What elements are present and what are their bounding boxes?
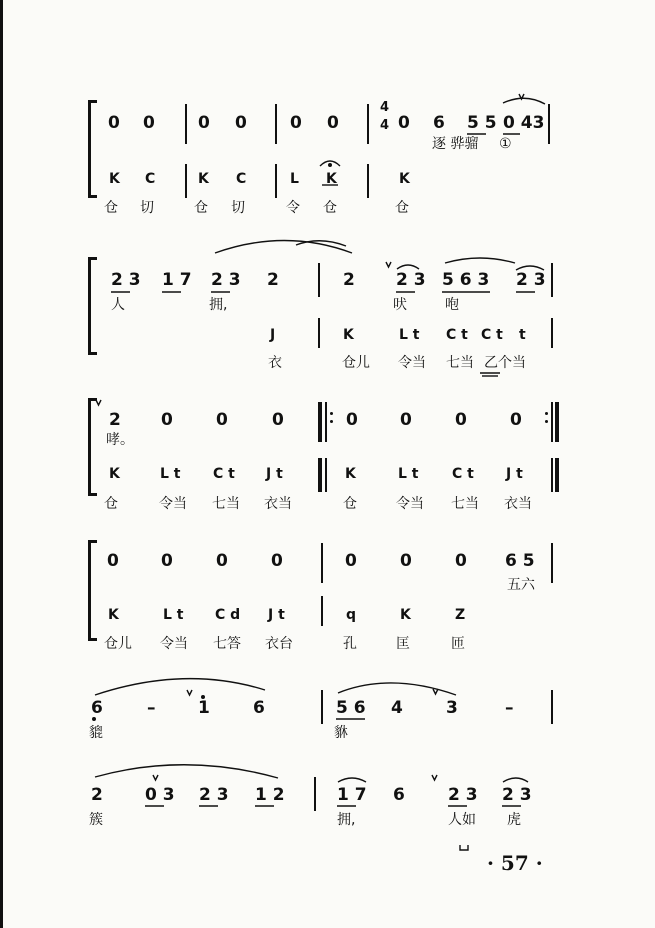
note: 2 3 (396, 270, 426, 290)
note: 6 (393, 785, 405, 805)
syllable: 仓儿 (342, 355, 370, 371)
perc-symbol: J t (268, 607, 285, 623)
time-signature-bottom: 4 (380, 118, 390, 133)
note: 4 (391, 698, 403, 718)
note: 0 (400, 410, 412, 430)
perc-symbol: C t (481, 327, 503, 343)
syllable: 令当 (398, 355, 426, 371)
lyric: 拥, (337, 812, 356, 828)
syllable: 仓 (323, 200, 337, 216)
lyric: 吠 (393, 297, 407, 313)
perc-symbol: J t (266, 466, 283, 482)
note: 2 3 (448, 785, 478, 805)
note: 0 (107, 551, 119, 571)
syllable: 令当 (396, 496, 424, 512)
syllable: 七当 (451, 496, 479, 512)
syllable: 匝 (451, 636, 465, 652)
note: 1 7 (337, 785, 367, 805)
note: 0 (327, 113, 339, 133)
perc-symbol: J (270, 327, 276, 343)
perc-symbol: K (400, 607, 411, 623)
syllable: 七答 (213, 636, 241, 652)
note: 0 (346, 410, 358, 430)
perc-symbol: K (109, 466, 120, 482)
syllable: 仓 (395, 200, 409, 216)
lyric: 咆 (445, 297, 459, 313)
page-number: · 57 · (487, 851, 543, 875)
note: 0 (272, 410, 284, 430)
syllable: 匡 (396, 636, 410, 652)
note: 6 (433, 113, 445, 133)
syllable: 仓儿 (104, 636, 132, 652)
note: 1 2 (255, 785, 285, 805)
syllable: 令 (286, 200, 300, 216)
note: – (147, 698, 156, 718)
syllable: 衣当 (504, 496, 532, 512)
note: 1 (198, 698, 210, 718)
perc-symbol: L t (163, 607, 184, 623)
syllable: 仓 (104, 496, 118, 512)
syllable: 衣台 (265, 636, 293, 652)
perc-symbol: K (109, 171, 120, 187)
footnote-mark: ① (499, 136, 512, 152)
note: 0 (345, 551, 357, 571)
perc-symbol: K (108, 607, 119, 623)
perc-symbol: C (145, 171, 156, 187)
perc-symbol: L (290, 171, 299, 187)
perc-symbol: L t (160, 466, 181, 482)
syllable: 切 (231, 200, 245, 216)
syllable: 仓 (194, 200, 208, 216)
note: 0 (161, 551, 173, 571)
note: 2 (267, 270, 279, 290)
note: 0 43 (503, 113, 545, 133)
note: 0 (455, 551, 467, 571)
note: 0 (143, 113, 155, 133)
syllable: 衣当 (264, 496, 292, 512)
lyric: 哮。 (106, 432, 134, 448)
note: 3 (446, 698, 458, 718)
note: 0 (510, 410, 522, 430)
note: 2 (343, 270, 355, 290)
lyric: 五六 (507, 577, 535, 593)
note: 5 6 3 (442, 270, 490, 290)
perc-symbol: K (326, 171, 337, 187)
note: 2 (109, 410, 121, 430)
perc-symbol: K (345, 466, 356, 482)
note: 5 5 (467, 113, 497, 133)
perc-symbol: K (343, 327, 354, 343)
perc-symbol: Z (455, 607, 466, 623)
note: 6 (253, 698, 265, 718)
perc-symbol: L t (399, 327, 420, 343)
syllable: 仓 (343, 496, 357, 512)
note: 2 3 (502, 785, 532, 805)
lyric: 人如 (448, 812, 476, 828)
note: 0 (108, 113, 120, 133)
perc-symbol: K (198, 171, 209, 187)
note: 0 (271, 551, 283, 571)
perc-symbol: C t (452, 466, 474, 482)
syllable: 令当 (160, 636, 188, 652)
time-signature-top: 4 (380, 100, 390, 115)
lyric: 貅 (334, 725, 348, 741)
note: 6 (91, 698, 103, 718)
lyric: 逐 骅骝 (432, 136, 479, 152)
note: 0 (216, 551, 228, 571)
note: 0 (455, 410, 467, 430)
perc-symbol: J t (506, 466, 523, 482)
note: 0 (161, 410, 173, 430)
note: 2 3 (211, 270, 241, 290)
lyric: 拥, (209, 297, 228, 313)
perc-symbol: L t (398, 466, 419, 482)
note: 0 3 (145, 785, 175, 805)
note: 0 (216, 410, 228, 430)
lyric: 貔 (89, 725, 103, 741)
perc-symbol: C t (213, 466, 235, 482)
note: 5 6 (336, 698, 366, 718)
lyric: 虎 (507, 812, 521, 828)
note: 0 (235, 113, 247, 133)
perc-symbol: C t (446, 327, 468, 343)
note: 2 3 (516, 270, 546, 290)
note: 2 (91, 785, 103, 805)
lyric: 簇 (89, 812, 103, 828)
lyric: 人 (111, 297, 125, 313)
syllable: 孔 (343, 636, 357, 652)
note: 0 (198, 113, 210, 133)
syllable: 令当 (159, 496, 187, 512)
note: 2 3 (199, 785, 229, 805)
syllable: 切 (140, 200, 154, 216)
perc-symbol: C (236, 171, 247, 187)
note: 0 (398, 113, 410, 133)
perc-symbol: q (346, 607, 357, 623)
syllable: 七当 (446, 355, 474, 371)
note: 0 (400, 551, 412, 571)
syllable: 七当 (212, 496, 240, 512)
perc-symbol: t (519, 327, 526, 343)
syllable: 仓 (104, 200, 118, 216)
syllable: 乙个当 (484, 355, 526, 371)
perc-symbol: C d (215, 607, 241, 623)
note: 2 3 (111, 270, 141, 290)
note: 1 7 (162, 270, 192, 290)
note: – (505, 698, 514, 718)
note: 0 (290, 113, 302, 133)
syllable: 衣 (268, 355, 282, 371)
perc-symbol: K (399, 171, 410, 187)
note: 6 5 (505, 551, 535, 571)
